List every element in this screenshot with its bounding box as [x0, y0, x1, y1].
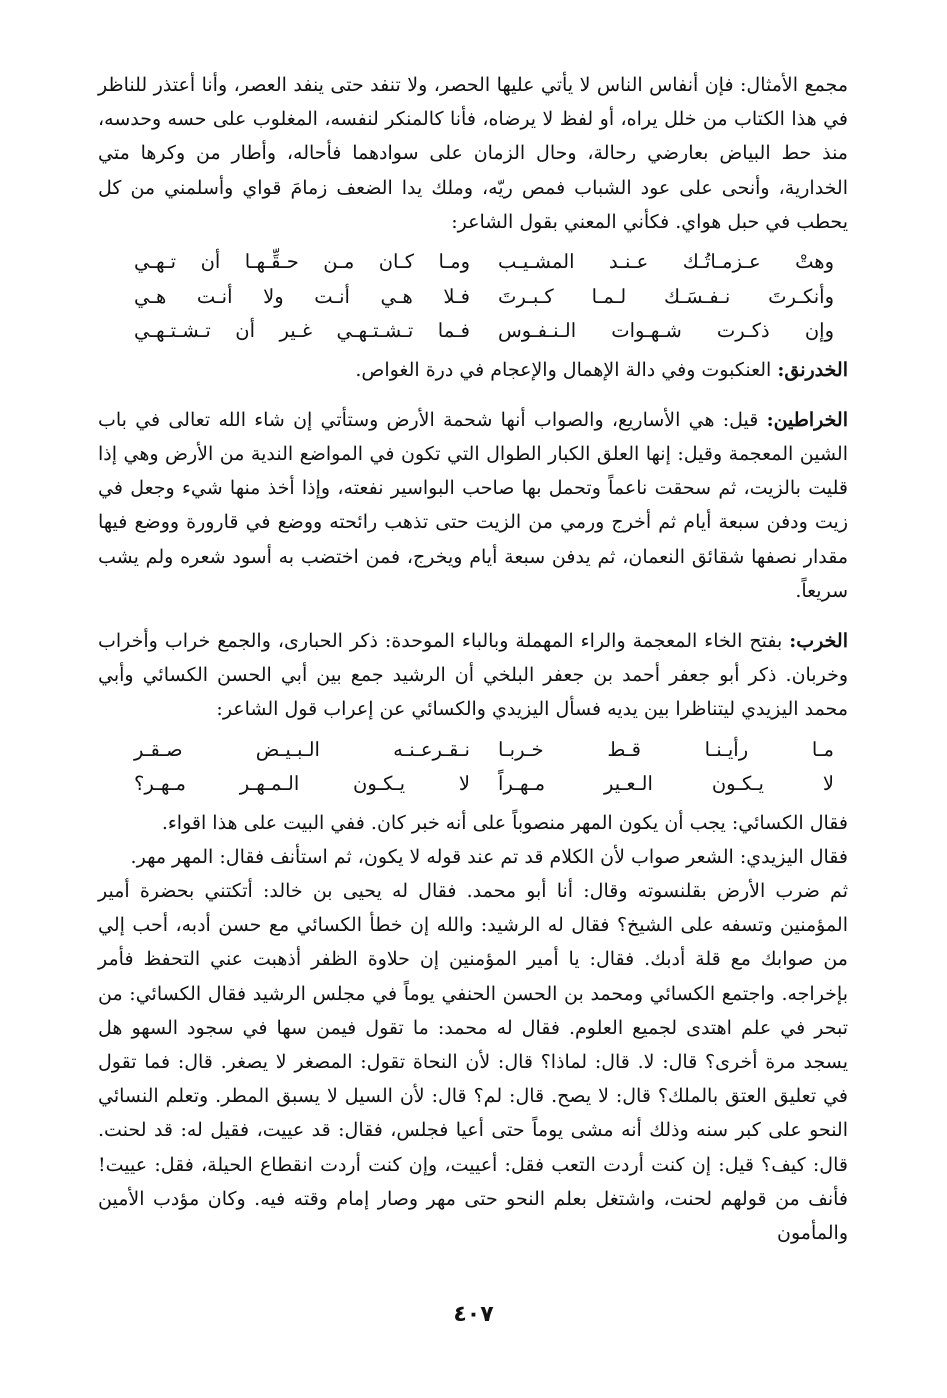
page-body: [98, 68, 848, 1250]
entry-term: الخدرنق:: [777, 358, 848, 381]
verse-hemistich: ومـا كـان مـن حـقِّـهـا أن تـهـي: [134, 250, 470, 274]
entry-text: قيل: هي الأساريع، والصواب أنها شحمة الأرض وستأتي إن شاء الله تعالى في باب الشين المعجمة وقيل: إنها العلق الكبار الطوال التي تكون في المواضع الندية من الأرض وهي إذا قليت بالزيت، ثم سحقت ناعماً وتحمل بها صاحب البواسير نفعته، وإذا أخذ منها شيء وجعل في زيت ودفن سبعة أيام ثم أخرج ورمي من الزيت حتى تذهب رائحته ووضع في قارورة ووضع فيها مقدار نصفها شقائق النعمان، ثم يدفن سبعة أيام ويخرج، فمن اختضب به أسود شعره ولم يشب سريعاً.: [98, 408, 849, 602]
story-paragraph: فقال اليزيدي: الشعر صواب لأن الكلام قد تم عند قوله لا يكون، ثم استأنف فقال: المهر مهر.: [130, 845, 848, 868]
entry-text: العنكبوت وفي دالة الإهمال والإعجام في درة الغواص.: [355, 358, 778, 381]
verse-block-1: [98, 245, 848, 349]
page-number: ٤٠٧: [453, 1302, 494, 1327]
entry-khadranq: [98, 353, 848, 387]
verse-line: [98, 733, 848, 768]
entry-term: الخرب:: [789, 629, 848, 652]
verse-line: [98, 280, 848, 315]
story-paragraph: ثم ضرب الأرض بقلنسوته وقال: أنا أبو محمد. فقال له يحيى بن خالد: أتكتني بحضرة أمير المؤمنين وتسفه على الشيخ؟ فقال له الرشيد: والله إن خطأ الكسائي مع حسن أدبه، أحب إلي من صوابك مع قلة أدبك. فقال: يا أمير المؤمنين إن حلاوة الظفر أذهبت عني التحفظ فأمر بإخراجه. واجتمع الكسائي ومحمد بن الحسن الحنفي يوماً في مجلس الرشيد فقال الكسائي: من تبحر في علم اهتدى لجميع العلوم. فقال له محمد: ما تقول فيمن سها في سجود السهو هل يسجد مرة أخرى؟ قال: لا. قال: لماذا؟ قال: لأن النحاة تقول: المصغر لا يصغر. قال: فما تقول في تعليق العتق بالملك؟ قال: لا يصح. قال: لم؟ قال: لأن السيل لا يسبق المطر. وتعلم النسائي النحو على كبر سنه وذلك أنه مشى يوماً حتى أعيا فجلس، فقال: قد عييت، فقيل له: قد لحنت. قال: كيف؟ قيل: إن كنت أردت التعب فقل: أعييت، وإن كنت أردت انقطاع الحيلة، فقل: عييت! فأنف من قولهم لحنت، واشتغل بعلم النحو حتى مهر وصار إمام وقته فيه. وكان مؤدب الأمين والمأمون: [98, 879, 849, 1244]
entry-text: بفتح الخاء المعجمة والراء المهملة وبالباء الموحدة: ذكر الحبارى، والجمع خراب وأخراب وخربان. ذكر أبو جعفر أحمد بن جعفر البلخي أن الرشيد جمع بين أبي الحسن الكسائي وأبي محمد اليزيدي ليتناظرا بين يديه فسأل اليزيدي والكسائي عن إعراب قول الشاعر:: [98, 629, 848, 721]
verse-hemistich: لا يـكـون الـعـير مـهـراً: [498, 772, 834, 796]
verse-line: [98, 314, 848, 349]
story-paragraph: فقال الكسائي: يجب أن يكون المهر منصوباً على أنه خبر كان. ففي البيت على هذا اقواء.: [161, 811, 848, 834]
verse-hemistich: فـما تـشـتـهـي غـير أن تـشـتـهـي: [134, 319, 470, 343]
entry-term: الخراطين:: [766, 408, 848, 431]
verse-block-2: [98, 733, 848, 802]
intro-paragraph: مجمع الأمثال: فإن أنفاس الناس لا يأتي عليها الحصر، ولا تنفد حتى ينفد العصر، وأنا أعتذر للناظر في هذا الكتاب من خلل يراه، أو لفظ لا يرضاه، فأنا كالمنكر لنفسه، المغلوب على حسه وحدسه، منذ حط البياض بعارضي رحالة، وحال الزمان على سوادهما فأحاله، وأطار من وكرها متي الخدارية، وأنحى على عود الشباب فمص ريّه، وملك يدا الضعف زمامَ قواي وأسلمني من كل يحطب في حبل هواي. فكأني المعني بقول الشاعر:: [98, 74, 848, 233]
verse-hemistich: وأنكـرتَ نـفـسَـك لـمـا كـبـرتَ: [498, 284, 834, 308]
verse-hemistich: وإن ذكـرت شـهـوات الـنـفـوس: [498, 319, 834, 343]
verse-hemistich: مـا رأيـنـا قـط خـربـا: [498, 737, 834, 761]
verse-hemistich: فـلا هـي أنـت ولا أنـت هـي: [134, 284, 470, 308]
entry-kharab: [98, 624, 848, 727]
verse-hemistich: وهتْ عـزمـاتُـك عـنـد المشـيـب: [498, 250, 834, 274]
verse-hemistich: نـقـرعـنـه الـبـيـض صـقـر: [134, 737, 470, 761]
entry-kharatin: [98, 403, 848, 608]
verse-line: [98, 767, 848, 802]
verse-hemistich: لا يـكـون الـمـهـر مـهـر؟: [134, 772, 470, 796]
verse-line: [98, 245, 848, 280]
